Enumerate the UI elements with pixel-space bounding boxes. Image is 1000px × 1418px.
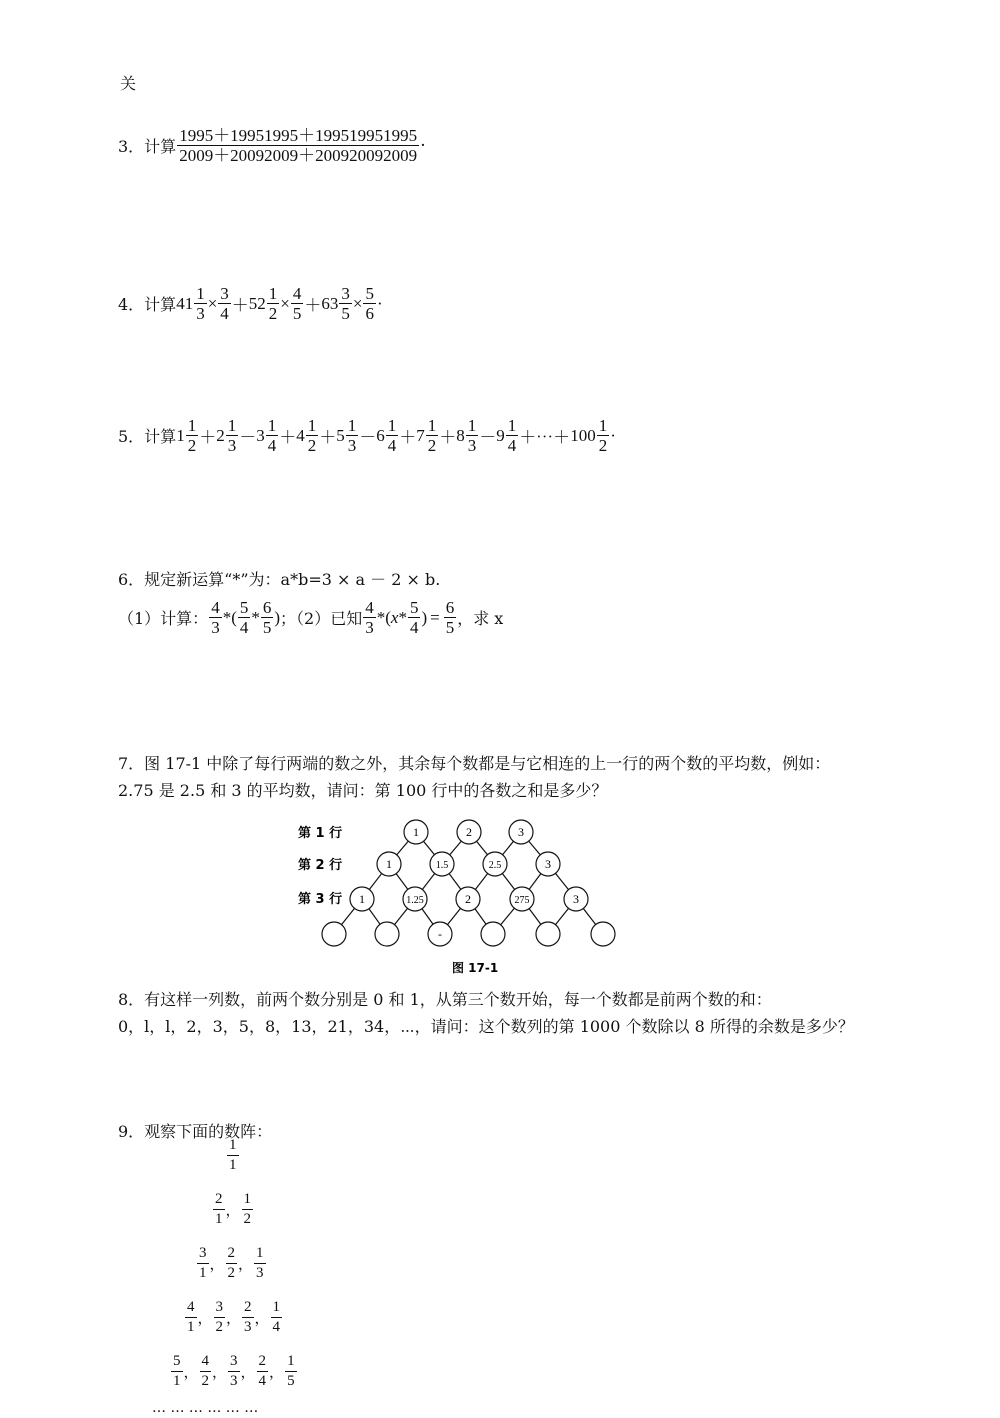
operator: ＋ bbox=[319, 428, 337, 447]
fraction bbox=[242, 1190, 254, 1229]
figure-node-value: 2 bbox=[465, 892, 471, 906]
figure-node-value: 1 bbox=[386, 857, 392, 871]
frac-denominator: 4 bbox=[220, 304, 229, 323]
separator: ， bbox=[254, 1309, 270, 1327]
figure-node-value: 2 bbox=[466, 825, 472, 839]
operator: ＋ bbox=[279, 428, 297, 447]
separator: ， bbox=[225, 1201, 241, 1219]
frac-numerator: 1 bbox=[254, 1244, 266, 1264]
right-paren: ) bbox=[274, 607, 281, 627]
problem-4-frac-b bbox=[218, 284, 231, 323]
frac-numerator: 4 bbox=[365, 598, 374, 617]
frac-denominator: 5 bbox=[341, 304, 350, 323]
row-label-3: 第 3 行 bbox=[298, 892, 343, 907]
operator: ＋ bbox=[199, 428, 217, 447]
frac-numerator: 5 bbox=[409, 598, 419, 617]
operator: － bbox=[359, 428, 377, 447]
frac-denominator: 1 bbox=[173, 1373, 181, 1389]
times-sign: × bbox=[207, 293, 218, 313]
fraction bbox=[227, 1136, 239, 1175]
frac-denominator: 1 bbox=[199, 1265, 207, 1281]
figure-node-value: - bbox=[438, 927, 442, 941]
number-array-row bbox=[212, 1190, 254, 1229]
whole-part: 1 bbox=[176, 425, 185, 445]
frac-denominator: 2 bbox=[201, 1373, 210, 1389]
problem-8-line2: 0，l，l，2，3，5，8，13，21，34，⋯，请问：这个数列的第 1000 个数除以 8 所得的余数是多少？ bbox=[118, 1017, 854, 1036]
fraction bbox=[506, 416, 519, 455]
figure-node-value: 3 bbox=[518, 825, 524, 839]
frac-numerator: 1 bbox=[267, 416, 277, 435]
whole-part: 5 bbox=[336, 425, 345, 445]
frac-numerator: 1 bbox=[307, 416, 317, 435]
right-paren: ) bbox=[421, 607, 428, 627]
plus-sign: ＋ bbox=[304, 296, 322, 315]
fraction bbox=[185, 1298, 197, 1337]
separator: ， bbox=[209, 1255, 225, 1273]
frac-denominator: 2 bbox=[268, 304, 278, 323]
fraction bbox=[242, 1298, 254, 1337]
frac-4-3 bbox=[363, 598, 376, 637]
frac-numerator: 2 bbox=[242, 1298, 254, 1318]
frac-denominator: 3 bbox=[347, 436, 357, 455]
frac-denominator: 3 bbox=[196, 304, 205, 323]
frac-numerator: 1 bbox=[227, 416, 237, 435]
frac-6-5 bbox=[261, 598, 274, 637]
number-array-row bbox=[196, 1244, 267, 1283]
fraction bbox=[213, 1190, 225, 1229]
fraction bbox=[346, 416, 359, 455]
problem-4-label: 4．计算 bbox=[118, 295, 177, 314]
frac-denominator: 2 bbox=[187, 436, 197, 455]
fraction bbox=[214, 1298, 226, 1337]
whole-part: 3 bbox=[256, 425, 265, 445]
number-array-dots: … … … … … … bbox=[152, 1400, 259, 1416]
problem-3-denominator: 2009＋20092009＋200920092009 bbox=[179, 146, 418, 165]
problem-3-label: 3．计算 bbox=[118, 137, 177, 156]
fraction bbox=[171, 1352, 183, 1391]
problem-4-frac-d bbox=[291, 284, 304, 323]
frac-denominator: 1 bbox=[229, 1157, 237, 1173]
number-array-row bbox=[184, 1298, 283, 1337]
fraction bbox=[226, 1244, 238, 1283]
frac-numerator: 1 bbox=[242, 1190, 254, 1210]
number-array-row bbox=[170, 1352, 298, 1391]
whole-part: 6 bbox=[376, 425, 385, 445]
frac-numerator: 1 bbox=[285, 1352, 297, 1372]
separator: ， bbox=[197, 1309, 213, 1327]
frac-6-5 bbox=[444, 598, 457, 637]
times-sign: × bbox=[280, 293, 290, 313]
problem-5 bbox=[118, 416, 616, 455]
separator: ， bbox=[212, 1363, 228, 1381]
problem-7-line1: 7．图 17-1 中除了每行两端的数之外，其余每个数都是与它相连的上一行的两个数的平均数，例如： bbox=[118, 754, 831, 773]
frac-numerator: 5 bbox=[365, 284, 374, 303]
fraction bbox=[597, 416, 610, 455]
problem-4-frac-c bbox=[267, 284, 280, 323]
header-fragment: 关 bbox=[120, 74, 137, 93]
plus-sign: ＋ bbox=[231, 296, 249, 315]
fraction bbox=[285, 1352, 297, 1391]
frac-denominator: 4 bbox=[258, 1373, 267, 1389]
frac-numerator: 1 bbox=[387, 416, 397, 435]
star-operator: * bbox=[376, 607, 386, 627]
separator: ， bbox=[226, 1309, 242, 1327]
problem-6-part1: （1）计算： bbox=[118, 609, 209, 628]
frac-denominator: 4 bbox=[267, 436, 277, 455]
frac-5-4 bbox=[238, 598, 251, 637]
figure-node-value: 1 bbox=[359, 892, 365, 906]
problem-4 bbox=[118, 284, 383, 323]
whole-part: 7 bbox=[416, 425, 425, 445]
frac-numerator: 1 bbox=[187, 416, 197, 435]
separator: ， bbox=[240, 1363, 256, 1381]
figure-nodes bbox=[322, 820, 615, 946]
left-paren: ( bbox=[231, 607, 237, 627]
frac-numerator: 4 bbox=[200, 1352, 212, 1372]
problem-4-whole-a: 41 bbox=[176, 293, 194, 313]
problem-4-frac-e bbox=[339, 284, 352, 323]
row-label-2: 第 2 行 bbox=[298, 858, 343, 873]
problem-3-end: · bbox=[420, 135, 426, 156]
frac-denominator: 4 bbox=[409, 618, 419, 637]
problem-3-numerator: 1995＋19951995＋199519951995 bbox=[179, 126, 418, 145]
whole-part: 8 bbox=[456, 425, 465, 445]
whole-part: 4 bbox=[296, 425, 305, 445]
frac-denominator: 2 bbox=[307, 436, 317, 455]
problem-5-end: · bbox=[610, 425, 616, 445]
frac-denominator: 2 bbox=[227, 1265, 236, 1281]
problem-6-line1: 6．规定新运算“*”为：a*b=3 × a － 2 × b. bbox=[118, 570, 441, 589]
problem-4-whole-e: 63 bbox=[321, 293, 339, 313]
separator: ， bbox=[183, 1363, 199, 1381]
problem-4-end: · bbox=[376, 293, 383, 313]
problem-6-end: ，求 x bbox=[457, 609, 504, 628]
frac-denominator: 3 bbox=[227, 436, 237, 455]
figure-node bbox=[481, 922, 505, 946]
operator: ＋ bbox=[439, 428, 457, 447]
ellipsis: ＋⋯＋ bbox=[519, 428, 571, 447]
figure-caption: 图 17-1 bbox=[452, 961, 499, 975]
fraction bbox=[426, 416, 439, 455]
frac-numerator: 3 bbox=[197, 1244, 209, 1264]
figure-17-1 bbox=[290, 812, 630, 982]
problem-9-line1: 9．观察下面的数阵： bbox=[118, 1122, 273, 1141]
problem-7-line2: 2.75 是 2.5 和 3 的平均数，请问：第 100 行中的各数之和是多少？ bbox=[118, 781, 608, 800]
operator: － bbox=[239, 428, 257, 447]
frac-4-3 bbox=[209, 598, 222, 637]
separator: ， bbox=[238, 1255, 254, 1273]
frac-denominator: 2 bbox=[243, 1211, 252, 1227]
frac-denominator: 3 bbox=[365, 618, 374, 637]
fraction bbox=[306, 416, 319, 455]
frac-numerator: 1 bbox=[598, 416, 608, 435]
frac-numerator: 4 bbox=[211, 598, 220, 617]
frac-denominator: 1 bbox=[215, 1211, 223, 1227]
equals-sign: = bbox=[430, 607, 440, 627]
figure-node-value: 275 bbox=[514, 895, 530, 906]
frac-denominator: 4 bbox=[272, 1319, 281, 1335]
row-label-1: 第 1 行 bbox=[298, 826, 343, 841]
fraction bbox=[257, 1352, 269, 1391]
star-operator: * bbox=[222, 607, 232, 627]
figure-node bbox=[322, 922, 346, 946]
problem-5-label: 5．计算 bbox=[118, 427, 177, 446]
frac-numerator: 2 bbox=[226, 1244, 238, 1264]
frac-numerator: 1 bbox=[196, 284, 205, 303]
problem-3-fraction bbox=[177, 126, 419, 165]
frac-numerator: 6 bbox=[445, 598, 455, 617]
frac-numerator: 4 bbox=[292, 284, 302, 303]
frac-numerator: 1 bbox=[268, 284, 278, 303]
frac-numerator: 6 bbox=[262, 598, 272, 617]
whole-part: 100 bbox=[570, 425, 596, 445]
frac-numerator: 1 bbox=[427, 416, 437, 435]
star-operator: * bbox=[251, 607, 260, 627]
frac-denominator: 5 bbox=[445, 618, 455, 637]
frac-denominator: 3 bbox=[230, 1373, 238, 1389]
fraction bbox=[228, 1352, 240, 1391]
frac-denominator: 3 bbox=[244, 1319, 252, 1335]
times-sign: × bbox=[352, 293, 363, 313]
frac-denominator: 5 bbox=[292, 304, 302, 323]
frac-numerator: 3 bbox=[214, 1298, 226, 1318]
fraction bbox=[186, 416, 199, 455]
frac-numerator: 1 bbox=[271, 1298, 283, 1318]
frac-numerator: 2 bbox=[257, 1352, 269, 1372]
figure-node-value: 2.5 bbox=[488, 860, 502, 871]
frac-numerator: 3 bbox=[220, 284, 229, 303]
frac-numerator: 4 bbox=[185, 1298, 197, 1318]
frac-numerator: 1 bbox=[507, 416, 517, 435]
frac-denominator: 3 bbox=[211, 618, 220, 637]
figure-node-value: 1 bbox=[413, 825, 419, 839]
variable-x: x bbox=[390, 607, 399, 627]
frac-numerator: 2 bbox=[213, 1190, 225, 1210]
frac-denominator: 3 bbox=[467, 436, 477, 455]
frac-numerator: 3 bbox=[341, 284, 350, 303]
fraction bbox=[226, 416, 239, 455]
figure-node bbox=[536, 922, 560, 946]
figure-connector-lines bbox=[334, 832, 603, 934]
problem-8-line1: 8．有这样一列数，前两个数分别是 0 和 1，从第三个数开始，每一个数都是前两个数的和： bbox=[118, 990, 772, 1009]
frac-numerator: 1 bbox=[347, 416, 357, 435]
fraction bbox=[197, 1244, 209, 1283]
frac-denominator: 4 bbox=[239, 618, 249, 637]
whole-part: 9 bbox=[496, 425, 505, 445]
frac-numerator: 5 bbox=[171, 1352, 183, 1372]
problem-4-frac-f bbox=[363, 284, 376, 323]
frac-numerator: 5 bbox=[239, 598, 249, 617]
problem-4-frac-a bbox=[194, 284, 207, 323]
operator: － bbox=[479, 428, 497, 447]
frac-denominator: 2 bbox=[215, 1319, 224, 1335]
problem-4-whole-c: 52 bbox=[248, 293, 266, 313]
fraction bbox=[271, 1298, 283, 1337]
frac-5-4 bbox=[408, 598, 421, 637]
figure-node bbox=[591, 922, 615, 946]
fraction bbox=[254, 1244, 266, 1283]
figure-node-value: 3 bbox=[573, 892, 579, 906]
frac-numerator: 1 bbox=[227, 1136, 239, 1156]
operator: ＋ bbox=[399, 428, 417, 447]
frac-numerator: 1 bbox=[467, 416, 477, 435]
figure-node-value: 1.25 bbox=[406, 895, 424, 906]
figure-node-value: 3 bbox=[545, 857, 551, 871]
whole-part: 2 bbox=[216, 425, 225, 445]
star-operator: * bbox=[398, 607, 407, 627]
frac-denominator: 6 bbox=[365, 304, 374, 323]
frac-denominator: 2 bbox=[427, 436, 437, 455]
separator: ， bbox=[269, 1363, 285, 1381]
fraction bbox=[386, 416, 399, 455]
left-paren: ( bbox=[385, 607, 391, 627]
frac-numerator: 3 bbox=[228, 1352, 240, 1372]
frac-denominator: 4 bbox=[507, 436, 517, 455]
frac-denominator: 5 bbox=[262, 618, 272, 637]
frac-denominator: 1 bbox=[187, 1319, 195, 1335]
fraction bbox=[466, 416, 479, 455]
number-array-row bbox=[226, 1136, 240, 1175]
problem-3 bbox=[118, 126, 426, 165]
fraction bbox=[266, 416, 279, 455]
frac-denominator: 5 bbox=[287, 1373, 295, 1389]
problem-6-line2 bbox=[118, 598, 503, 637]
frac-denominator: 3 bbox=[256, 1265, 264, 1281]
frac-denominator: 4 bbox=[387, 436, 397, 455]
frac-denominator: 2 bbox=[598, 436, 608, 455]
figure-node bbox=[375, 922, 399, 946]
figure-node-value: 1.5 bbox=[435, 860, 449, 871]
fraction bbox=[200, 1352, 212, 1391]
problem-6-part2: ；（2）已知 bbox=[280, 609, 363, 628]
